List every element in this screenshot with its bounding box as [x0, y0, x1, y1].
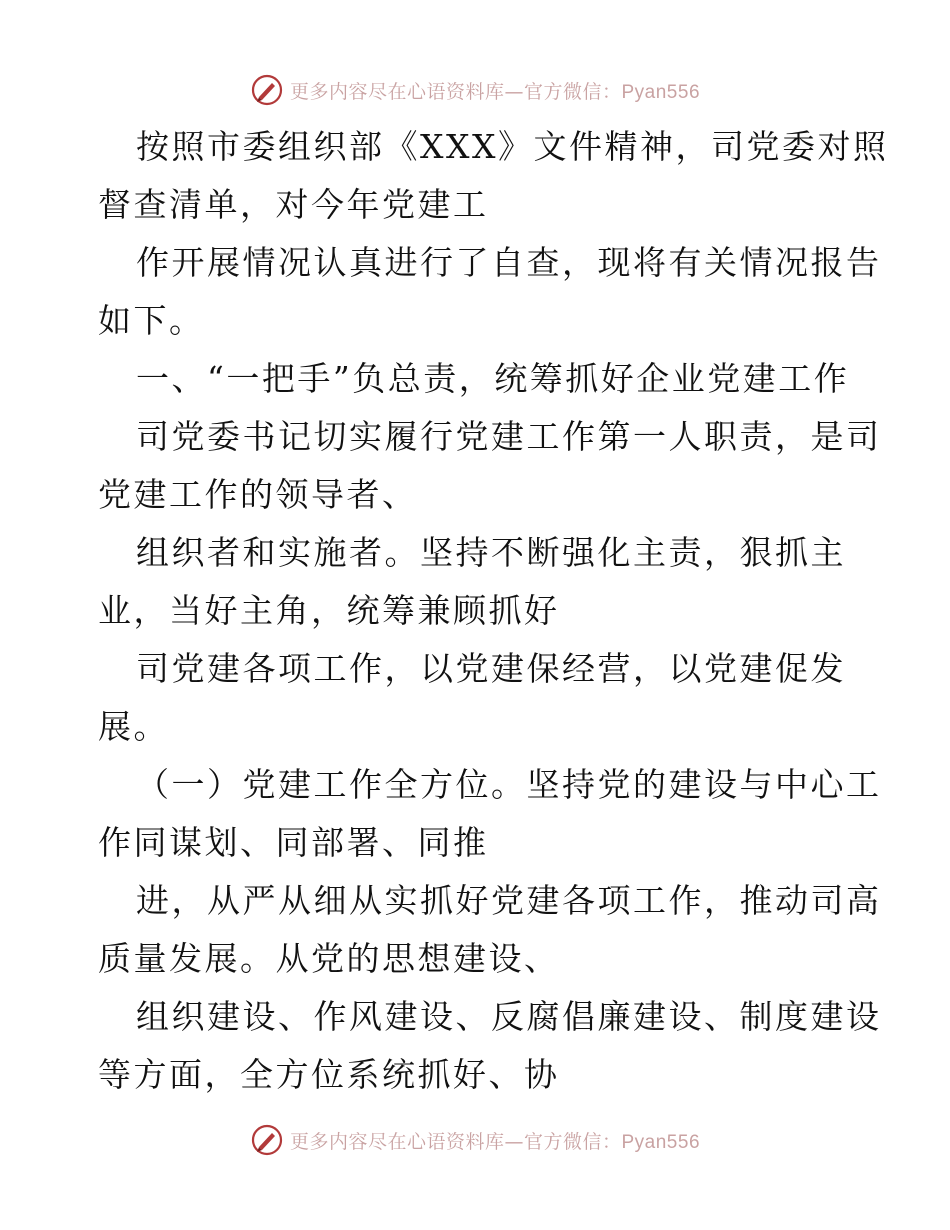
pen-circle-logo-icon	[250, 1123, 284, 1157]
pen-circle-logo-icon	[250, 73, 284, 107]
paragraph	[98, 524, 858, 640]
paragraph	[98, 118, 889, 234]
paragraph	[98, 872, 882, 988]
paragraph-line: 如下。	[98, 301, 205, 340]
paragraph	[98, 640, 858, 756]
paragraph-line: 组织者和实施者。坚持不断强化主责，狠抓主	[136, 533, 846, 572]
paragraph-line: （一）党建工作全方位。坚持党的建设与中心工	[136, 765, 882, 804]
paragraph-line: 展。	[98, 707, 169, 746]
paragraph-line: 组织建设、作风建设、反腐倡廉建设、制度建设	[136, 997, 882, 1036]
paragraph	[98, 408, 882, 524]
document-body	[98, 118, 889, 1104]
paragraph-line: 司党委书记切实履行党建工作第一人职责，是司	[136, 417, 882, 456]
paragraph-line: 业，当好主角，统筹兼顾抓好	[98, 591, 560, 630]
watermark-separator: —	[504, 1130, 524, 1153]
paragraph-line: 质量发展。从党的思想建设、	[98, 939, 560, 978]
paragraph-line: 等方面，全方位系统抓好、协	[98, 1055, 560, 1094]
watermark-text: 更多内容尽在心语资料库	[289, 1130, 505, 1153]
watermark-id: Pyan556	[621, 1131, 701, 1153]
paragraph	[98, 234, 882, 350]
paragraph-line: 督查清单，对今年党建工	[98, 185, 489, 224]
paragraph-line: 作开展情况认真进行了自查，现将有关情况报告	[136, 243, 882, 282]
watermark-id: Pyan556	[621, 81, 701, 103]
paragraph	[98, 756, 882, 872]
watermark-separator: —	[504, 80, 524, 103]
paragraph-line: 按照市委组织部《XXX》文件精神，司党委对照	[136, 127, 889, 166]
header-watermark	[0, 70, 950, 110]
paragraph	[98, 988, 882, 1104]
footer-watermark	[0, 1120, 950, 1160]
paragraph-line: 党建工作的领导者、	[98, 475, 418, 514]
watermark-suffix: 官方微信：	[523, 80, 622, 103]
section-heading	[98, 350, 858, 408]
paragraph-line: 作同谋划、同部署、同推	[98, 823, 489, 862]
paragraph-line: 司党建各项工作，以党建保经营，以党建促发	[136, 649, 846, 688]
watermark-text: 更多内容尽在心语资料库	[289, 80, 505, 103]
watermark-suffix: 官方微信：	[523, 1130, 622, 1153]
paragraph-line: 进，从严从细从实抓好党建各项工作，推动司高	[136, 881, 882, 920]
paragraph-line: 一、“一把手”负总责，统筹抓好企业党建工作	[136, 359, 850, 398]
